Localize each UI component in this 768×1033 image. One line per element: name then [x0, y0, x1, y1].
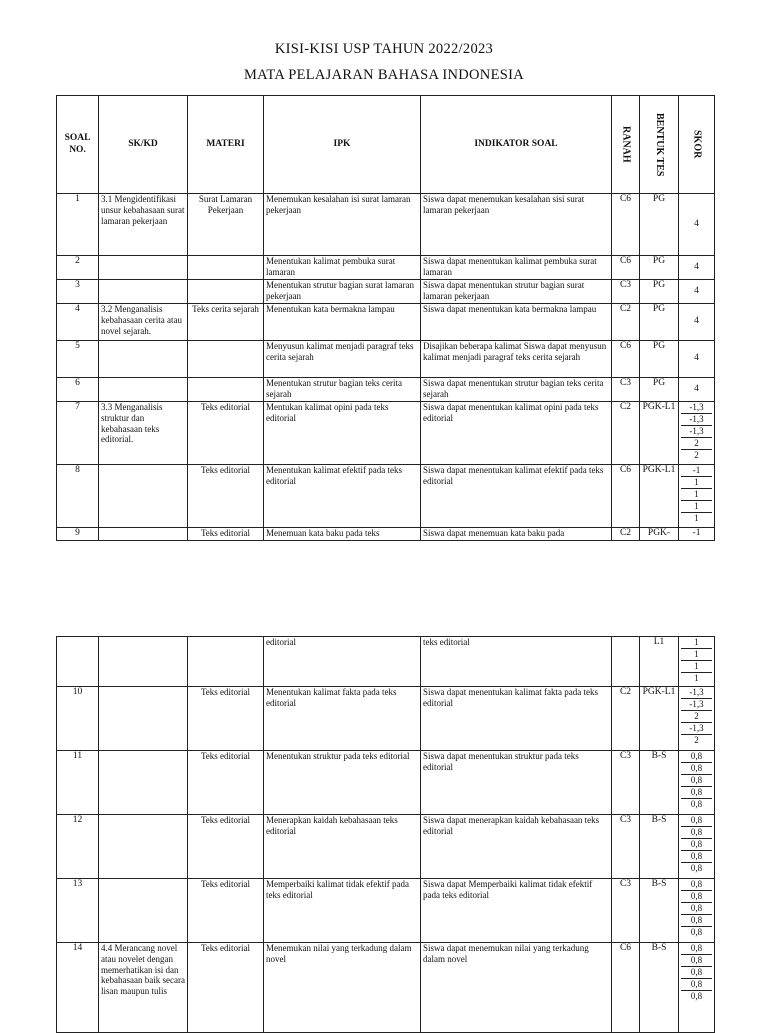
skor-sub-value: 1	[681, 661, 712, 673]
ranah-cell: C3	[612, 378, 640, 402]
ranah-cell: C2	[612, 528, 640, 541]
header-indikator-soal: INDIKATOR SOAL	[421, 96, 612, 194]
ipk-cell: Menemukan kesalahan isi surat lamaran pekerjaan	[264, 194, 421, 256]
kisi-kisi-table-page-2	[56, 636, 715, 1033]
soal-no-cell	[57, 637, 99, 687]
skor-cell	[679, 687, 715, 751]
skor-sub-value: 2	[694, 450, 699, 460]
indikator-cell: Siswa dapat menentukan kalimat pembuka surat lamaran	[421, 256, 612, 280]
soal-no-cell: 5	[57, 341, 99, 378]
soal-no-cell: 12	[57, 815, 99, 879]
skkd-cell: 3.2 Menganalisis kebahasaan cerita atau novel sejarah.	[99, 304, 188, 341]
skor-sub-value: -1,3	[681, 414, 712, 426]
soal-no-cell: 7	[57, 402, 99, 465]
skor-sub-value: 1	[681, 649, 712, 661]
ipk-cell: Menentukan strutur bagian teks cerita sejarah	[264, 378, 421, 402]
skor-sub-value: -1,3	[681, 723, 712, 735]
skor-sub-value: 0,8	[681, 891, 712, 903]
materi-cell: Teks editorial	[188, 751, 264, 815]
skor-sub-value: 0,8	[681, 967, 712, 979]
ipk-cell: editorial	[264, 637, 421, 687]
document-title: KISI-KISI USP TAHUN 2022/2023	[274, 41, 494, 57]
indikator-cell: Siswa dapat menentukan kalimat fakta pada teks editorial	[421, 687, 612, 751]
table-row	[57, 879, 715, 943]
table-row	[57, 751, 715, 815]
materi-cell: Teks editorial	[188, 465, 264, 528]
skor-sub-value: 2	[681, 711, 712, 723]
bentuk-tes-cell: PG	[640, 304, 679, 341]
bentuk-tes-cell: PG	[640, 341, 679, 378]
table-row	[57, 465, 715, 528]
indikator-cell: Disajikan beberapa kalimat Siswa dapat menyusun kalimat menjadi paragraf teks cerita sejarah	[421, 341, 612, 378]
skor-sub-value: 1	[681, 501, 712, 513]
materi-cell: Teks editorial	[188, 879, 264, 943]
skor-sub-value: 0,8	[681, 751, 712, 763]
materi-cell	[188, 378, 264, 402]
skor-sub-value: 0,8	[690, 991, 703, 1001]
skor-sub-value: 0,8	[681, 915, 712, 927]
materi-cell: Teks editorial	[188, 528, 264, 541]
ranah-cell	[612, 637, 640, 687]
skor-sub-value: 0,8	[681, 815, 712, 827]
skor-sub-value: 0,8	[681, 775, 712, 787]
header-ranah: RANAH	[612, 96, 640, 194]
ipk-cell: Menemuan kata baku pada teks	[264, 528, 421, 541]
bentuk-tes-cell: PG	[640, 256, 679, 280]
materi-cell: Teks editorial	[188, 402, 264, 465]
ranah-cell: C2	[612, 402, 640, 465]
materi-cell	[188, 280, 264, 304]
table-row	[57, 194, 715, 256]
materi-cell	[188, 341, 264, 378]
table-row	[57, 637, 715, 687]
indikator-cell: Siswa dapat menentukan kalimat efektif pada teks editorial	[421, 465, 612, 528]
indikator-cell: Siswa dapat Memperbaiki kalimat tidak efektif pada teks editorial	[421, 879, 612, 943]
soal-no-cell: 2	[57, 256, 99, 280]
ipk-cell: Menerapkan kaidah kebahasaan teks editorial	[264, 815, 421, 879]
indikator-cell: Siswa dapat menentukan strutur bagian teks cerita sejarah	[421, 378, 612, 402]
ipk-cell: Memperbaiki kalimat tidak efektif pada teks editorial	[264, 879, 421, 943]
skor-sub-value: 0,8	[681, 851, 712, 863]
table-row	[57, 280, 715, 304]
soal-no-cell: 1	[57, 194, 99, 256]
ipk-cell: Menentukan kalimat fakta pada teks editorial	[264, 687, 421, 751]
indikator-cell: Siswa dapat menemukan kesalahan sisi surat lamaran pekerjaan	[421, 194, 612, 256]
ranah-cell: C6	[612, 943, 640, 1033]
skkd-cell	[99, 280, 188, 304]
bentuk-tes-cell: PG	[640, 378, 679, 402]
bentuk-tes-cell: PGK-L1	[640, 687, 679, 751]
skor-cell	[679, 751, 715, 815]
skor-sub-value: 1	[681, 477, 712, 489]
bentuk-tes-cell: PG	[640, 194, 679, 256]
kisi-kisi-table-page-1	[56, 95, 715, 541]
skor-sub-value: 0,8	[690, 927, 703, 937]
soal-no-cell: 14	[57, 943, 99, 1033]
skkd-cell	[99, 528, 188, 541]
skor-sub-value: 1	[694, 513, 699, 523]
header-soal-no: SOAL NO.	[57, 96, 99, 194]
skkd-cell	[99, 815, 188, 879]
soal-no-cell: 11	[57, 751, 99, 815]
ranah-cell: C6	[612, 465, 640, 528]
ipk-cell: Menentukan kata bermakna lampau	[264, 304, 421, 341]
bentuk-tes-cell: B-S	[640, 815, 679, 879]
indikator-cell: Siswa dapat menemukan nilai yang terkadung dalam novel	[421, 943, 612, 1033]
ranah-cell: C6	[612, 194, 640, 256]
ranah-cell: C3	[612, 280, 640, 304]
soal-no-cell: 9	[57, 528, 99, 541]
materi-cell: Surat Lamaran Pekerjaan	[188, 194, 264, 256]
ipk-cell: Menentukan struktur pada teks editorial	[264, 751, 421, 815]
skkd-cell: 3.3 Menganalisis struktur dan kebahasaan teks editorial.	[99, 402, 188, 465]
indikator-cell: Siswa dapat menentukan strutur bagian surat lamaran pekerjaan	[421, 280, 612, 304]
skor-sub-value: 0,8	[690, 799, 703, 809]
skor-sub-value: 0,8	[681, 879, 712, 891]
skor-sub-value: 0,8	[681, 903, 712, 915]
bentuk-tes-cell: PGK-L1	[640, 402, 679, 465]
table-row	[57, 943, 715, 1033]
indikator-cell: teks editorial	[421, 637, 612, 687]
ranah-cell: C3	[612, 879, 640, 943]
materi-cell	[188, 256, 264, 280]
skor-sub-value: 1	[681, 489, 712, 501]
soal-no-cell: 8	[57, 465, 99, 528]
ranah-cell: C3	[612, 815, 640, 879]
skor-cell: 4	[679, 341, 715, 378]
skkd-cell	[99, 687, 188, 751]
skor-sub-value: -1,3	[681, 699, 712, 711]
indikator-cell: Siswa dapat menemuan kata baku pada	[421, 528, 612, 541]
skor-sub-value: 0,8	[681, 943, 712, 955]
skor-cell: 4	[679, 304, 715, 341]
header-bentuk-tes: BENTUK TES	[640, 96, 679, 194]
ranah-cell: C3	[612, 751, 640, 815]
skor-cell	[679, 637, 715, 687]
header-ipk: IPK	[264, 96, 421, 194]
ranah-cell: C6	[612, 341, 640, 378]
skkd-cell	[99, 879, 188, 943]
skor-sub-value: 0,8	[681, 979, 712, 991]
soal-no-cell: 10	[57, 687, 99, 751]
skor-sub-value: -1,3	[681, 687, 712, 699]
table-row	[57, 528, 715, 541]
skor-sub-value: -1,3	[681, 426, 712, 438]
skor-sub-value: 1	[681, 637, 712, 649]
skor-cell	[679, 943, 715, 1033]
ranah-cell: C2	[612, 304, 640, 341]
skkd-cell	[99, 637, 188, 687]
soal-no-cell: 6	[57, 378, 99, 402]
skor-sub-value: 0,8	[681, 839, 712, 851]
document-subtitle: MATA PELAJARAN BAHASA INDONESIA	[243, 67, 525, 83]
bentuk-tes-cell: B-S	[640, 943, 679, 1033]
indikator-cell: Siswa dapat menentukan kata bermakna lampau	[421, 304, 612, 341]
skkd-cell: 3.1 Mengidentifikasi unsur kebahasaan surat lamaran pekerjaan	[99, 194, 188, 256]
soal-no-cell: 3	[57, 280, 99, 304]
indikator-cell: Siswa dapat menentukan struktur pada teks editorial	[421, 751, 612, 815]
header-materi: MATERI	[188, 96, 264, 194]
soal-no-cell: 4	[57, 304, 99, 341]
table-row	[57, 341, 715, 378]
skor-cell	[679, 815, 715, 879]
skor-sub-value: 0,8	[681, 955, 712, 967]
ipk-cell: Menyusun kalimat menjadi paragraf teks cerita sejarah	[264, 341, 421, 378]
skor-cell	[679, 879, 715, 943]
materi-cell: Teks editorial	[188, 943, 264, 1033]
indikator-cell: Siswa dapat menerapkan kaidah kebahasaan teks editorial	[421, 815, 612, 879]
header-skkd: SK/KD	[99, 96, 188, 194]
table-row	[57, 304, 715, 341]
bentuk-tes-cell: B-S	[640, 879, 679, 943]
table-row	[57, 815, 715, 879]
skor-cell: 4	[679, 280, 715, 304]
skkd-cell	[99, 256, 188, 280]
skor-sub-value: 0,8	[681, 827, 712, 839]
skor-sub-value: 0,8	[681, 787, 712, 799]
ipk-cell: Menentukan strutur bagian surat lamaran pekerjaan	[264, 280, 421, 304]
skor-sub-value: 0,8	[681, 763, 712, 775]
skor-sub-value: -1,3	[681, 402, 712, 414]
materi-cell: Teks editorial	[188, 815, 264, 879]
skkd-cell	[99, 378, 188, 402]
ranah-cell: C2	[612, 687, 640, 751]
skor-cell: -1	[679, 528, 715, 541]
skkd-cell	[99, 751, 188, 815]
skkd-cell	[99, 341, 188, 378]
ipk-cell: Mentukan kalimat opini pada teks editorial	[264, 402, 421, 465]
materi-cell	[188, 637, 264, 687]
header-skor: SKOR	[679, 96, 715, 194]
table-row	[57, 402, 715, 465]
bentuk-tes-cell: B-S	[640, 751, 679, 815]
ranah-cell: C6	[612, 256, 640, 280]
skor-cell: 4	[679, 194, 715, 256]
skor-sub-value: 0,8	[690, 863, 703, 873]
indikator-cell: Siswa dapat menentukan kalimat opini pada teks editorial	[421, 402, 612, 465]
ipk-cell: Menemukan nilai yang terkadung dalam novel	[264, 943, 421, 1033]
skor-cell	[679, 465, 715, 528]
skor-cell: 4	[679, 378, 715, 402]
bentuk-tes-cell: L1	[640, 637, 679, 687]
ipk-cell: Menentukan kalimat efektif pada teks editorial	[264, 465, 421, 528]
skkd-cell	[99, 465, 188, 528]
table-row	[57, 378, 715, 402]
skor-cell	[679, 402, 715, 465]
ipk-cell: Menentukan kalimat pembuka surat lamaran	[264, 256, 421, 280]
bentuk-tes-cell: PGK-	[640, 528, 679, 541]
table-row	[57, 256, 715, 280]
materi-cell: Teks cerita sejarah	[188, 304, 264, 341]
skor-sub-value: -1	[681, 465, 712, 477]
bentuk-tes-cell: PG	[640, 280, 679, 304]
skor-sub-value: 2	[681, 438, 712, 450]
soal-no-cell: 13	[57, 879, 99, 943]
bentuk-tes-cell: PGK-L1	[640, 465, 679, 528]
skkd-cell: 4.4 Merancang novel atau novelet dengan memerhatikan isi dan kebahasaan baik secara lisan maupun tulis	[99, 943, 188, 1033]
skor-cell: 4	[679, 256, 715, 280]
materi-cell: Teks editorial	[188, 687, 264, 751]
table-row	[57, 687, 715, 751]
skor-sub-value: 2	[694, 735, 699, 745]
skor-sub-value: 1	[694, 673, 699, 683]
